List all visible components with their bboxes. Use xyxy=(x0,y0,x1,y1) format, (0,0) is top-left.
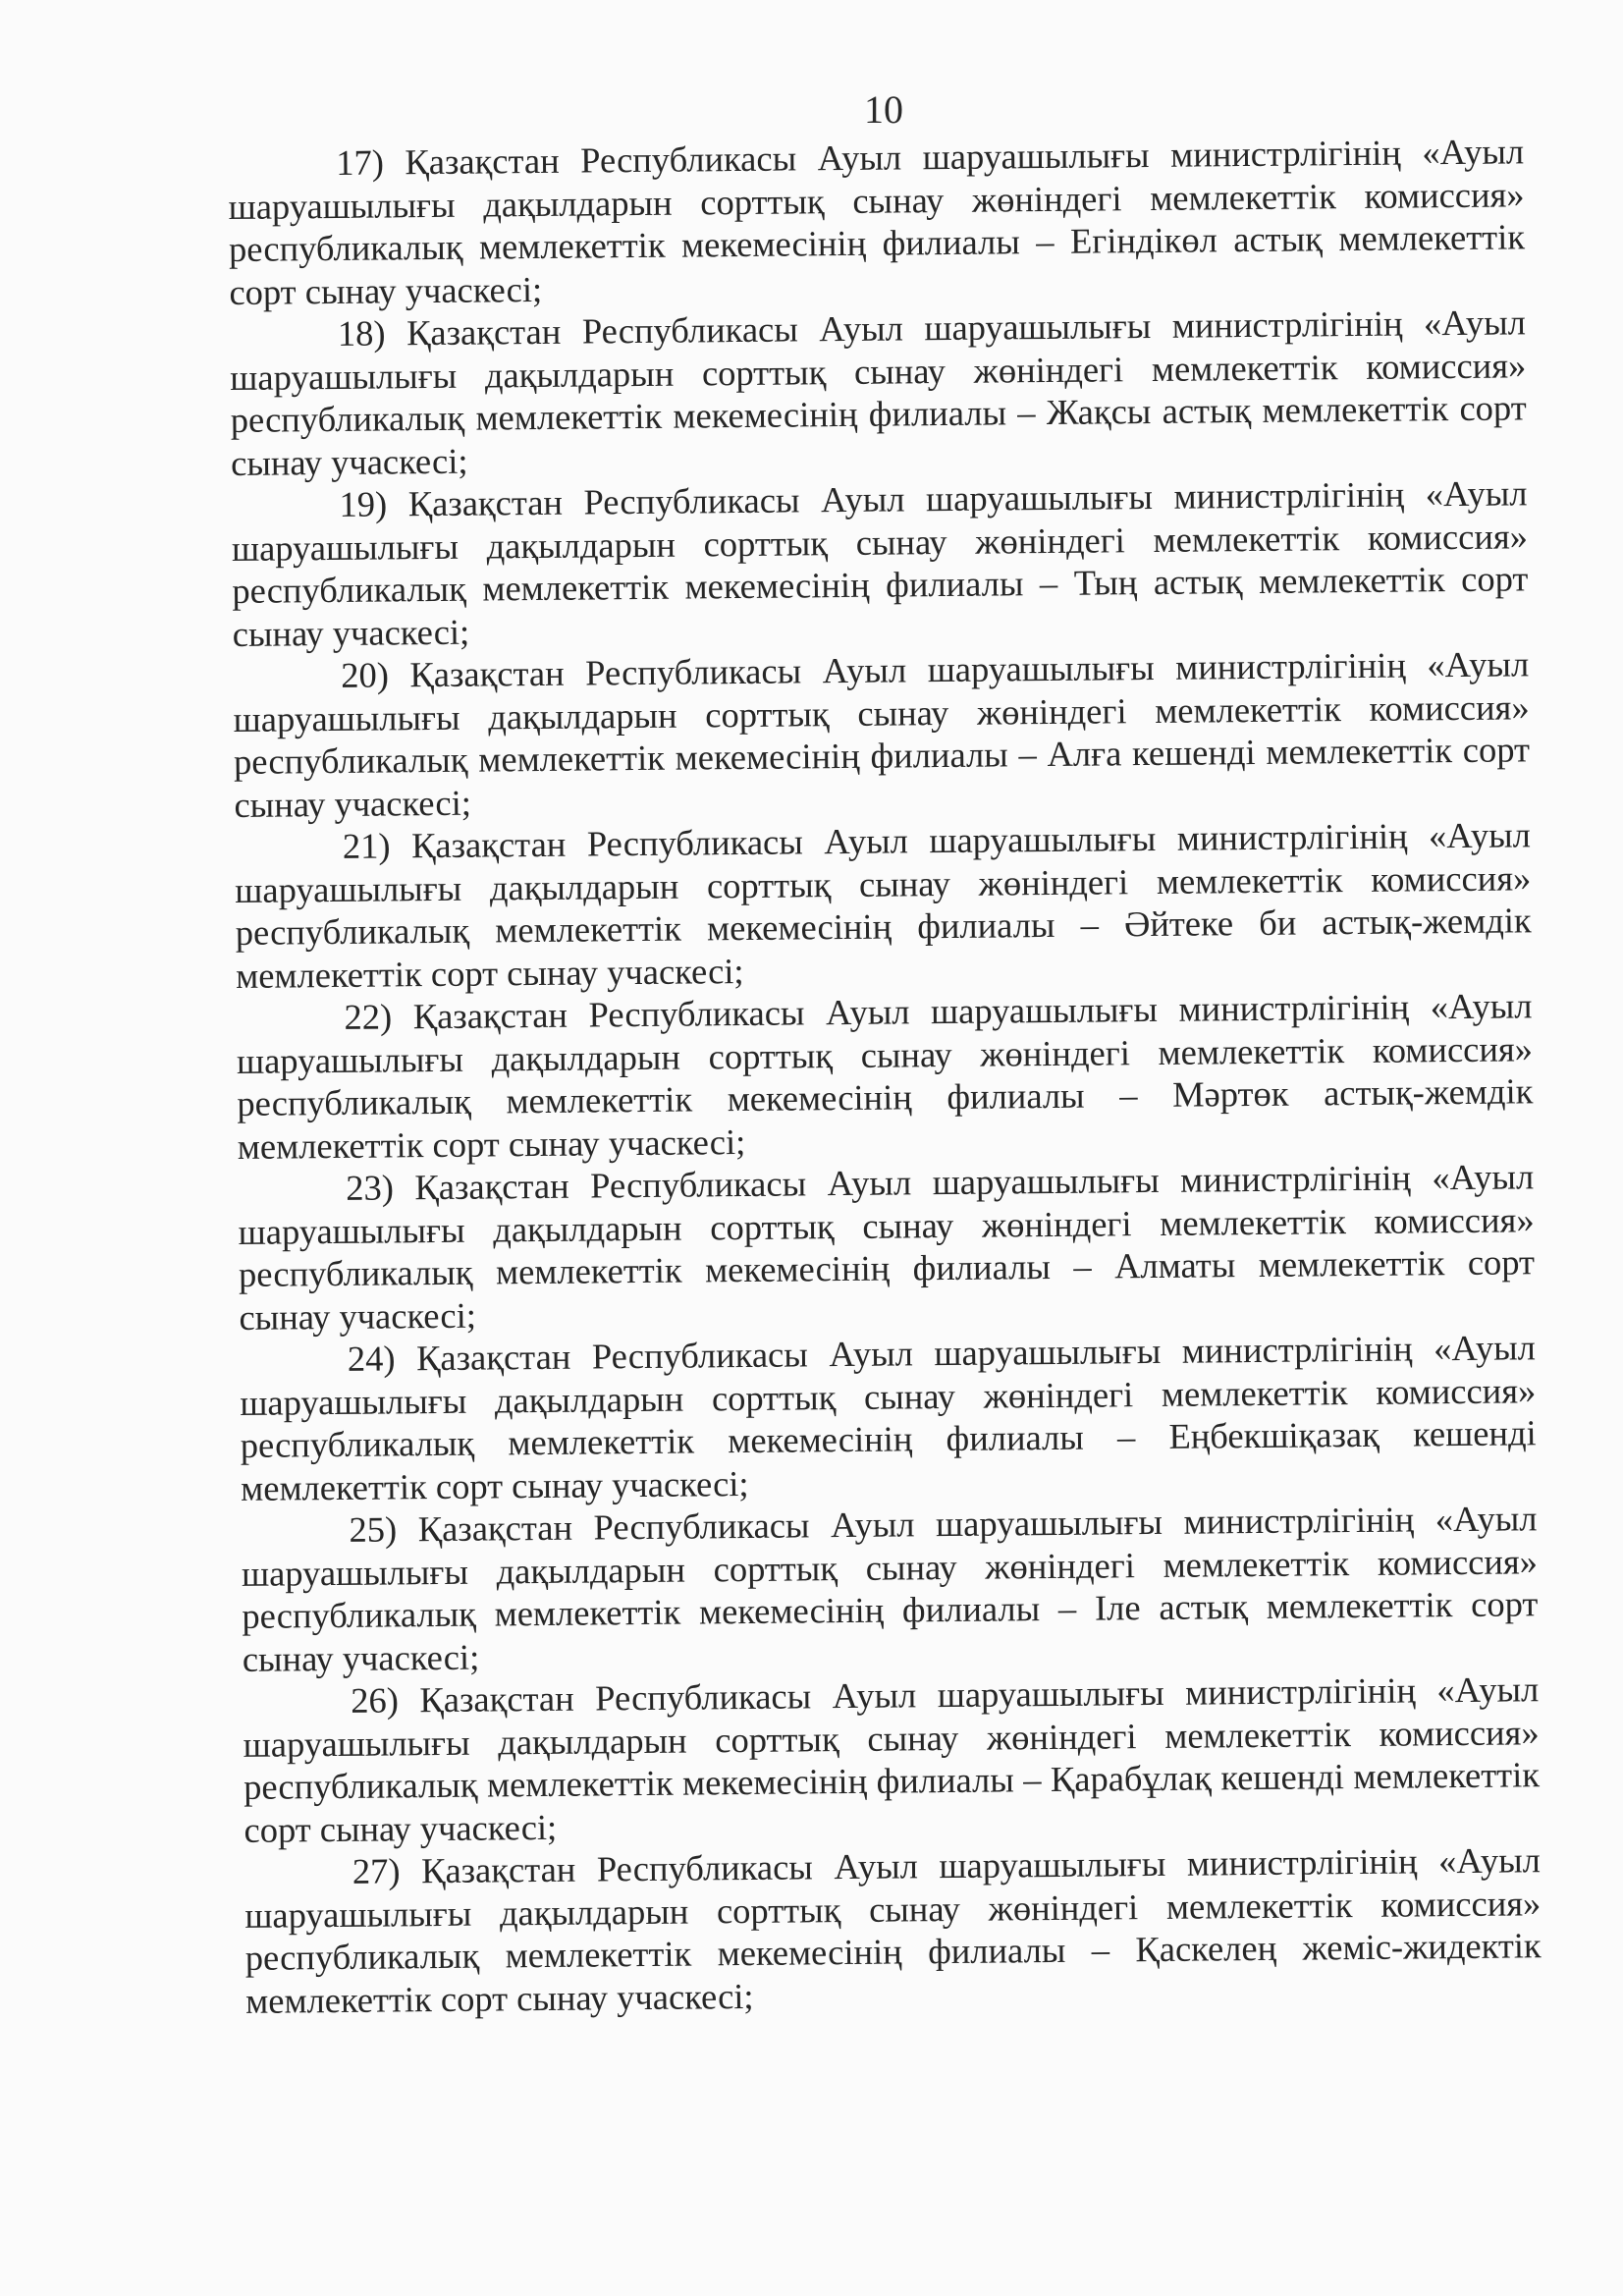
list-item xyxy=(235,813,1533,997)
item-text: Қазақстан Республикасы Ауыл шаруашылығы министрлігінің «Ауыл шаруашылығы дақылдарын сорттық сынау жөніндегі мемлекеттік комиссия» республикалық мемлекеттік мекемесінің филиалы – Егіндікөл астық мемлекеттік сорт сынау учаскесі; xyxy=(228,131,1526,312)
item-number: 23) xyxy=(346,1167,395,1208)
list-item xyxy=(233,642,1531,826)
item-text: Қазақстан Республикасы Ауыл шаруашылығы министрлігінің «Ауыл шаруашылығы дақылдарын сорттық сынау жөніндегі мемлекеттік комиссия» республикалық мемлекеттік мекемесінің филиалы – Әйтеке би астық-жемдік мемлекеттік сорт сынау учаскесі; xyxy=(235,814,1532,996)
list-item xyxy=(240,1326,1538,1509)
item-text: Қазақстан Республикасы Ауыл шаруашылығы министрлігінің «Ауыл шаруашылығы дақылдарын сорттық сынау жөніндегі мемлекеттік комиссия» республикалық мемлекеттік мекемесінің филиалы – Алға кешенді мемлекеттік сорт сынау учаскесі; xyxy=(233,643,1531,825)
page-number: 10 xyxy=(864,87,903,132)
list-item xyxy=(244,1838,1542,2022)
item-number: 24) xyxy=(347,1338,396,1379)
item-number: 20) xyxy=(341,654,390,695)
item-text: Қазақстан Республикасы Ауыл шаруашылығы министрлігінің «Ауыл шаруашылығы дақылдарын сорттық сынау жөніндегі мемлекеттік комиссия» республикалық мемлекеттік мекемесінің филиалы – Қаскелең жеміс-жидектік мемлекеттік сорт сынау учаскесі; xyxy=(244,1839,1542,2021)
item-text: Қазақстан Республикасы Ауыл шаруашылығы министрлігінің «Ауыл шаруашылығы дақылдарын сорттық сынау жөніндегі мемлекеттік комиссия» республикалық мемлекеттік мекемесінің филиалы – Жақсы астық мемлекеттік сорт сынау учаскесі; xyxy=(230,301,1527,483)
item-number: 22) xyxy=(344,996,393,1037)
list-item xyxy=(241,1497,1539,1680)
list-item xyxy=(230,301,1528,484)
item-text: Қазақстан Республикасы Ауыл шаруашылығы министрлігінің «Ауыл шаруашылығы дақылдарын сорттық сынау жөніндегі мемлекеттік комиссия» республикалық мемлекеттік мекемесінің филиалы – Еңбекшіқазақ кешенді мемлекеттік сорт сынау учаскесі; xyxy=(240,1327,1537,1508)
item-number: 25) xyxy=(349,1508,398,1550)
list-item xyxy=(243,1667,1541,1851)
item-number: 17) xyxy=(336,141,385,183)
document-body xyxy=(228,130,1542,2022)
item-number: 18) xyxy=(337,312,386,354)
item-text: Қазақстан Республикасы Ауыл шаруашылығы министрлігінің «Ауыл шаруашылығы дақылдарын сорттық сынау жөніндегі мемлекеттік комиссия» республикалық мемлекеттік мекемесінің филиалы – Тың астық мемлекеттік сорт сынау учаскесі; xyxy=(231,472,1529,654)
list-item xyxy=(231,471,1529,655)
item-text: Қазақстан Республикасы Ауыл шаруашылығы министрлігінің «Ауыл шаруашылығы дақылдарын сорттық сынау жөніндегі мемлекеттік комиссия» республикалық мемлекеттік мекемесінің филиалы – Қарабұлақ кешенді мемлекеттік сорт сынау учаскесі; xyxy=(243,1668,1541,1850)
list-item xyxy=(238,1155,1536,1339)
item-number: 21) xyxy=(342,825,391,866)
item-text: Қазақстан Республикасы Ауыл шаруашылығы министрлігінің «Ауыл шаруашылығы дақылдарын сорттық сынау жөніндегі мемлекеттік комиссия» республикалық мемлекеттік мекемесінің филиалы – Мәртөк астық-жемдік мемлекеттік сорт сынау учаскесі; xyxy=(236,985,1534,1167)
list-item xyxy=(236,984,1534,1168)
item-number: 27) xyxy=(352,1850,401,1891)
item-text: Қазақстан Республикасы Ауыл шаруашылығы министрлігінің «Ауыл шаруашылығы дақылдарын сорттық сынау жөніндегі мемлекеттік комиссия» республикалық мемлекеттік мекемесінің филиалы – Алматы мемлекеттік сорт сынау учаскесі; xyxy=(238,1156,1536,1338)
item-number: 26) xyxy=(351,1679,400,1721)
list-item xyxy=(228,130,1526,313)
item-text: Қазақстан Республикасы Ауыл шаруашылығы министрлігінің «Ауыл шаруашылығы дақылдарын сорттық сынау жөніндегі мемлекеттік комиссия» республикалық мемлекеттік мекемесінің филиалы – Іле астық мемлекеттік сорт сынау учаскесі; xyxy=(241,1498,1539,1679)
item-number: 19) xyxy=(339,483,388,524)
